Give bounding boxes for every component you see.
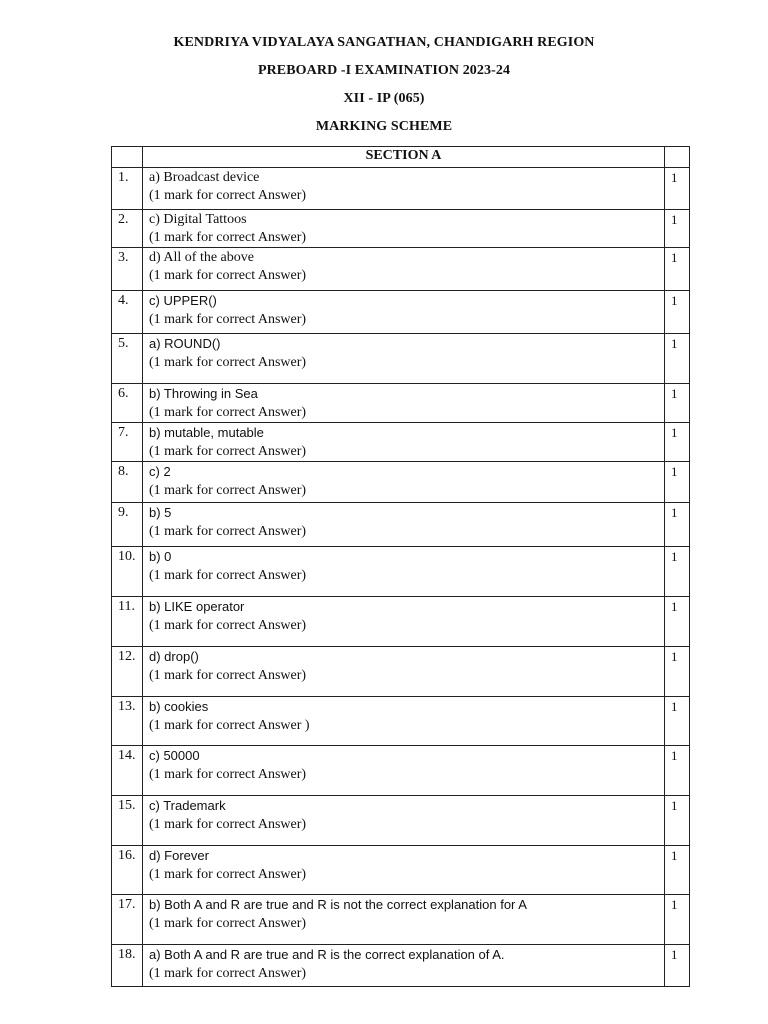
marking-scheme-table <box>111 146 690 987</box>
answer-cell <box>143 248 665 291</box>
mark-note: (1 mark for correct Answer) <box>149 668 307 683</box>
answer-text: a) Broadcast device <box>149 170 260 185</box>
table-row <box>112 462 690 503</box>
table-row <box>112 248 690 291</box>
question-number: 16. <box>112 846 143 895</box>
marks-value: 1 <box>665 423 690 462</box>
answer-cell <box>143 168 665 210</box>
mark-note: (1 mark for correct Answer) <box>149 966 307 981</box>
answer-cell <box>143 895 665 945</box>
marks-value: 1 <box>665 846 690 895</box>
question-number: 10. <box>112 547 143 597</box>
question-number: 9. <box>112 503 143 547</box>
answer-text: c) 50000 <box>149 748 200 763</box>
marks-value: 1 <box>665 647 690 697</box>
answer-cell <box>143 647 665 697</box>
answer-cell <box>143 291 665 334</box>
question-number: 11. <box>112 597 143 647</box>
answer-text: b) Both A and R are true and R is not the correct explanation for A <box>149 897 527 912</box>
answer-cell <box>143 462 665 503</box>
answer-text: b) 0 <box>149 549 172 564</box>
table-row <box>112 291 690 334</box>
table-row <box>112 384 690 423</box>
mark-note: (1 mark for correct Answer) <box>149 444 307 459</box>
table-row <box>112 503 690 547</box>
table-row <box>112 895 690 945</box>
table-row <box>112 168 690 210</box>
marks-value: 1 <box>665 746 690 796</box>
marks-value: 1 <box>665 384 690 423</box>
answer-text: c) UPPER() <box>149 293 217 308</box>
question-number: 6. <box>112 384 143 423</box>
answer-cell <box>143 796 665 846</box>
answer-cell <box>143 597 665 647</box>
table-row <box>112 547 690 597</box>
answer-cell <box>143 334 665 384</box>
marks-value: 1 <box>665 462 690 503</box>
mark-note: (1 mark for correct Answer) <box>149 355 307 370</box>
answer-text: d) drop() <box>149 649 199 664</box>
marks-value: 1 <box>665 895 690 945</box>
mark-note: (1 mark for correct Answer) <box>149 867 307 882</box>
table-row <box>112 697 690 746</box>
mark-note: (1 mark for correct Answer) <box>149 618 307 633</box>
question-number: 13. <box>112 697 143 746</box>
question-number: 2. <box>112 210 143 248</box>
answer-text: d) All of the above <box>149 250 254 265</box>
answer-text: b) LIKE operator <box>149 599 245 614</box>
section-header-row <box>112 147 690 168</box>
section-blank-cell <box>112 147 143 168</box>
header-exam: PREBOARD -I EXAMINATION 2023-24 <box>257 63 511 78</box>
table-row <box>112 846 690 895</box>
answer-cell <box>143 846 665 895</box>
table-row <box>112 647 690 697</box>
answer-cell <box>143 423 665 462</box>
answer-text: b) 5 <box>149 505 172 520</box>
mark-note: (1 mark for correct Answer) <box>149 405 307 420</box>
table-row <box>112 423 690 462</box>
mark-note: (1 mark for correct Answer ) <box>149 718 310 733</box>
question-number: 8. <box>112 462 143 503</box>
header-marking-scheme: MARKING SCHEME <box>315 119 453 134</box>
question-number: 18. <box>112 945 143 987</box>
marks-value: 1 <box>665 248 690 291</box>
question-number: 7. <box>112 423 143 462</box>
question-number: 15. <box>112 796 143 846</box>
section-title: SECTION A <box>143 147 665 168</box>
table-row <box>112 945 690 987</box>
answer-cell <box>143 697 665 746</box>
section-blank-cell <box>665 147 690 168</box>
answer-cell <box>143 503 665 547</box>
answer-text: c) Digital Tattoos <box>149 212 247 227</box>
answer-cell <box>143 547 665 597</box>
marks-value: 1 <box>665 291 690 334</box>
marks-value: 1 <box>665 597 690 647</box>
marks-value: 1 <box>665 334 690 384</box>
mark-note: (1 mark for correct Answer) <box>149 568 307 583</box>
answer-cell <box>143 945 665 987</box>
question-number: 17. <box>112 895 143 945</box>
mark-note: (1 mark for correct Answer) <box>149 916 307 931</box>
mark-note: (1 mark for correct Answer) <box>149 312 307 327</box>
answer-text: b) Throwing in Sea <box>149 386 258 401</box>
mark-note: (1 mark for correct Answer) <box>149 188 307 203</box>
question-number: 3. <box>112 248 143 291</box>
question-number: 5. <box>112 334 143 384</box>
marks-value: 1 <box>665 547 690 597</box>
answer-text: b) cookies <box>149 699 209 714</box>
mark-note: (1 mark for correct Answer) <box>149 483 307 498</box>
marks-value: 1 <box>665 697 690 746</box>
header-region: KENDRIYA VIDYALAYA SANGATHAN, CHANDIGARH REGION <box>173 35 595 50</box>
answer-text: d) Forever <box>149 848 209 863</box>
marks-value: 1 <box>665 945 690 987</box>
question-number: 12. <box>112 647 143 697</box>
marks-value: 1 <box>665 210 690 248</box>
table-row <box>112 334 690 384</box>
marks-value: 1 <box>665 168 690 210</box>
mark-note: (1 mark for correct Answer) <box>149 524 307 539</box>
answer-text: a) ROUND() <box>149 336 221 351</box>
table-row <box>112 597 690 647</box>
table-row <box>112 210 690 248</box>
marks-value: 1 <box>665 796 690 846</box>
answer-text: b) mutable, mutable <box>149 425 264 440</box>
answer-cell <box>143 384 665 423</box>
table-row <box>112 746 690 796</box>
answer-text: c) 2 <box>149 464 171 479</box>
answer-cell <box>143 746 665 796</box>
table-row <box>112 796 690 846</box>
answer-text: a) Both A and R are true and R is the correct explanation of A. <box>149 947 505 962</box>
answer-text: c) Trademark <box>149 798 226 813</box>
question-number: 1. <box>112 168 143 210</box>
mark-note: (1 mark for correct Answer) <box>149 230 307 245</box>
question-number: 14. <box>112 746 143 796</box>
mark-note: (1 mark for correct Answer) <box>149 268 307 283</box>
question-number: 4. <box>112 291 143 334</box>
mark-note: (1 mark for correct Answer) <box>149 767 307 782</box>
marks-value: 1 <box>665 503 690 547</box>
answer-cell <box>143 210 665 248</box>
mark-note: (1 mark for correct Answer) <box>149 817 307 832</box>
header-subject: XII - IP (065) <box>343 91 425 106</box>
